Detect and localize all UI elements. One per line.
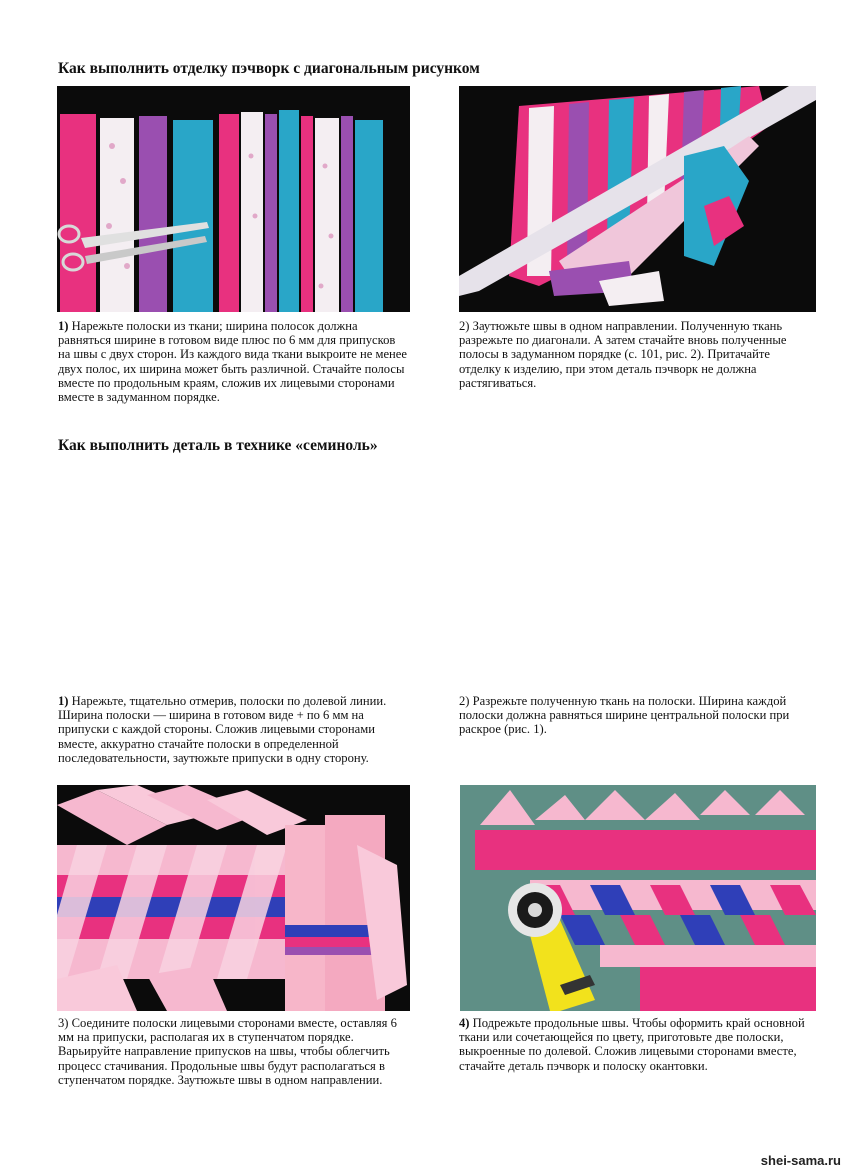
step-text: Соедините полоски лицевыми сторонами вместе, оставляя 6 мм на припуски, располагая их в ступенчатом порядке. Варьируйте направление припусков на швы, чтобы облегчить процесс стачивания. Продольные швы будут располагаться в ступенчатом порядке. Заутюжьте швы в одном направлении. — [58, 1016, 397, 1087]
photo-fabric-strips — [57, 86, 410, 312]
step-number: 1) — [58, 319, 69, 333]
step-number: 1) — [58, 694, 69, 708]
step-number: 4) — [459, 1016, 470, 1030]
section2-step2-caption — [459, 694, 811, 737]
section1-title: Как выполнить отделку пэчворк с диагональным рисунком — [58, 60, 480, 77]
step-text: Нарежьте, тщательно отмерив, полоски по долевой линии. Ширина полоски — ширина в готовом виде + по 6 мм на припуски с каждой стороны. Сложив лицевыми сторонами вместе, аккуратно стачайте полоски в определенной последовательности, заутюжьте припуски в одну сторону. — [58, 694, 387, 765]
section2-title: Как выполнить деталь в технике «семиноль» — [58, 437, 378, 454]
section2-step3-caption — [58, 1016, 410, 1087]
photo-diagonal-strips — [459, 86, 816, 312]
photo-rotary-cutter — [460, 785, 816, 1011]
step-text: Нарежьте полоски из ткани; ширина полосок должна равняться ширине в готовом виде плюс по 6 мм для припусков на швы с двух сторон. Из каждого вида ткани выкроите не менее двух полос, их ширина может быть различной. Стачайте полосы вместе по продольным краям, сложив их лицевыми сторонами вместе в задуманном порядке. — [58, 319, 407, 405]
step-text: Разрежьте полученную ткань на полоски. Ширина каждой полоски должна равняться ширине центральной полоски при раскрое (рис. 1). — [459, 694, 790, 737]
step-text: Подрежьте продольные швы. Чтобы оформить край основной ткани или сочетающейся по цвету, приготовьте две полоски, выкроенные по долевой. Сложив лицевыми сторонами вместе, стачайте деталь пэчворк и полоску окантовки. — [459, 1016, 805, 1073]
watermark: shei-sama.ru — [760, 1153, 841, 1168]
step-number: 2) — [459, 694, 470, 708]
step-text: Заутюжьте швы в одном направлении. Полученную ткань разрежьте по диагонали. А затем стачайте вновь полученные полосы в задуманном порядке (с. 101, рис. 2). Притачайте отделку к изделию, при этом деталь пэчворк не должна растягиваться. — [459, 319, 787, 390]
step-number: 2) — [459, 319, 470, 333]
section1-step1-caption — [58, 319, 410, 404]
section2-step4-caption — [459, 1016, 811, 1073]
section1-step2-caption — [459, 319, 811, 390]
section2-step1-caption — [58, 694, 410, 765]
step-number: 3) — [58, 1016, 69, 1030]
photo-seminole-strips — [57, 785, 410, 1011]
